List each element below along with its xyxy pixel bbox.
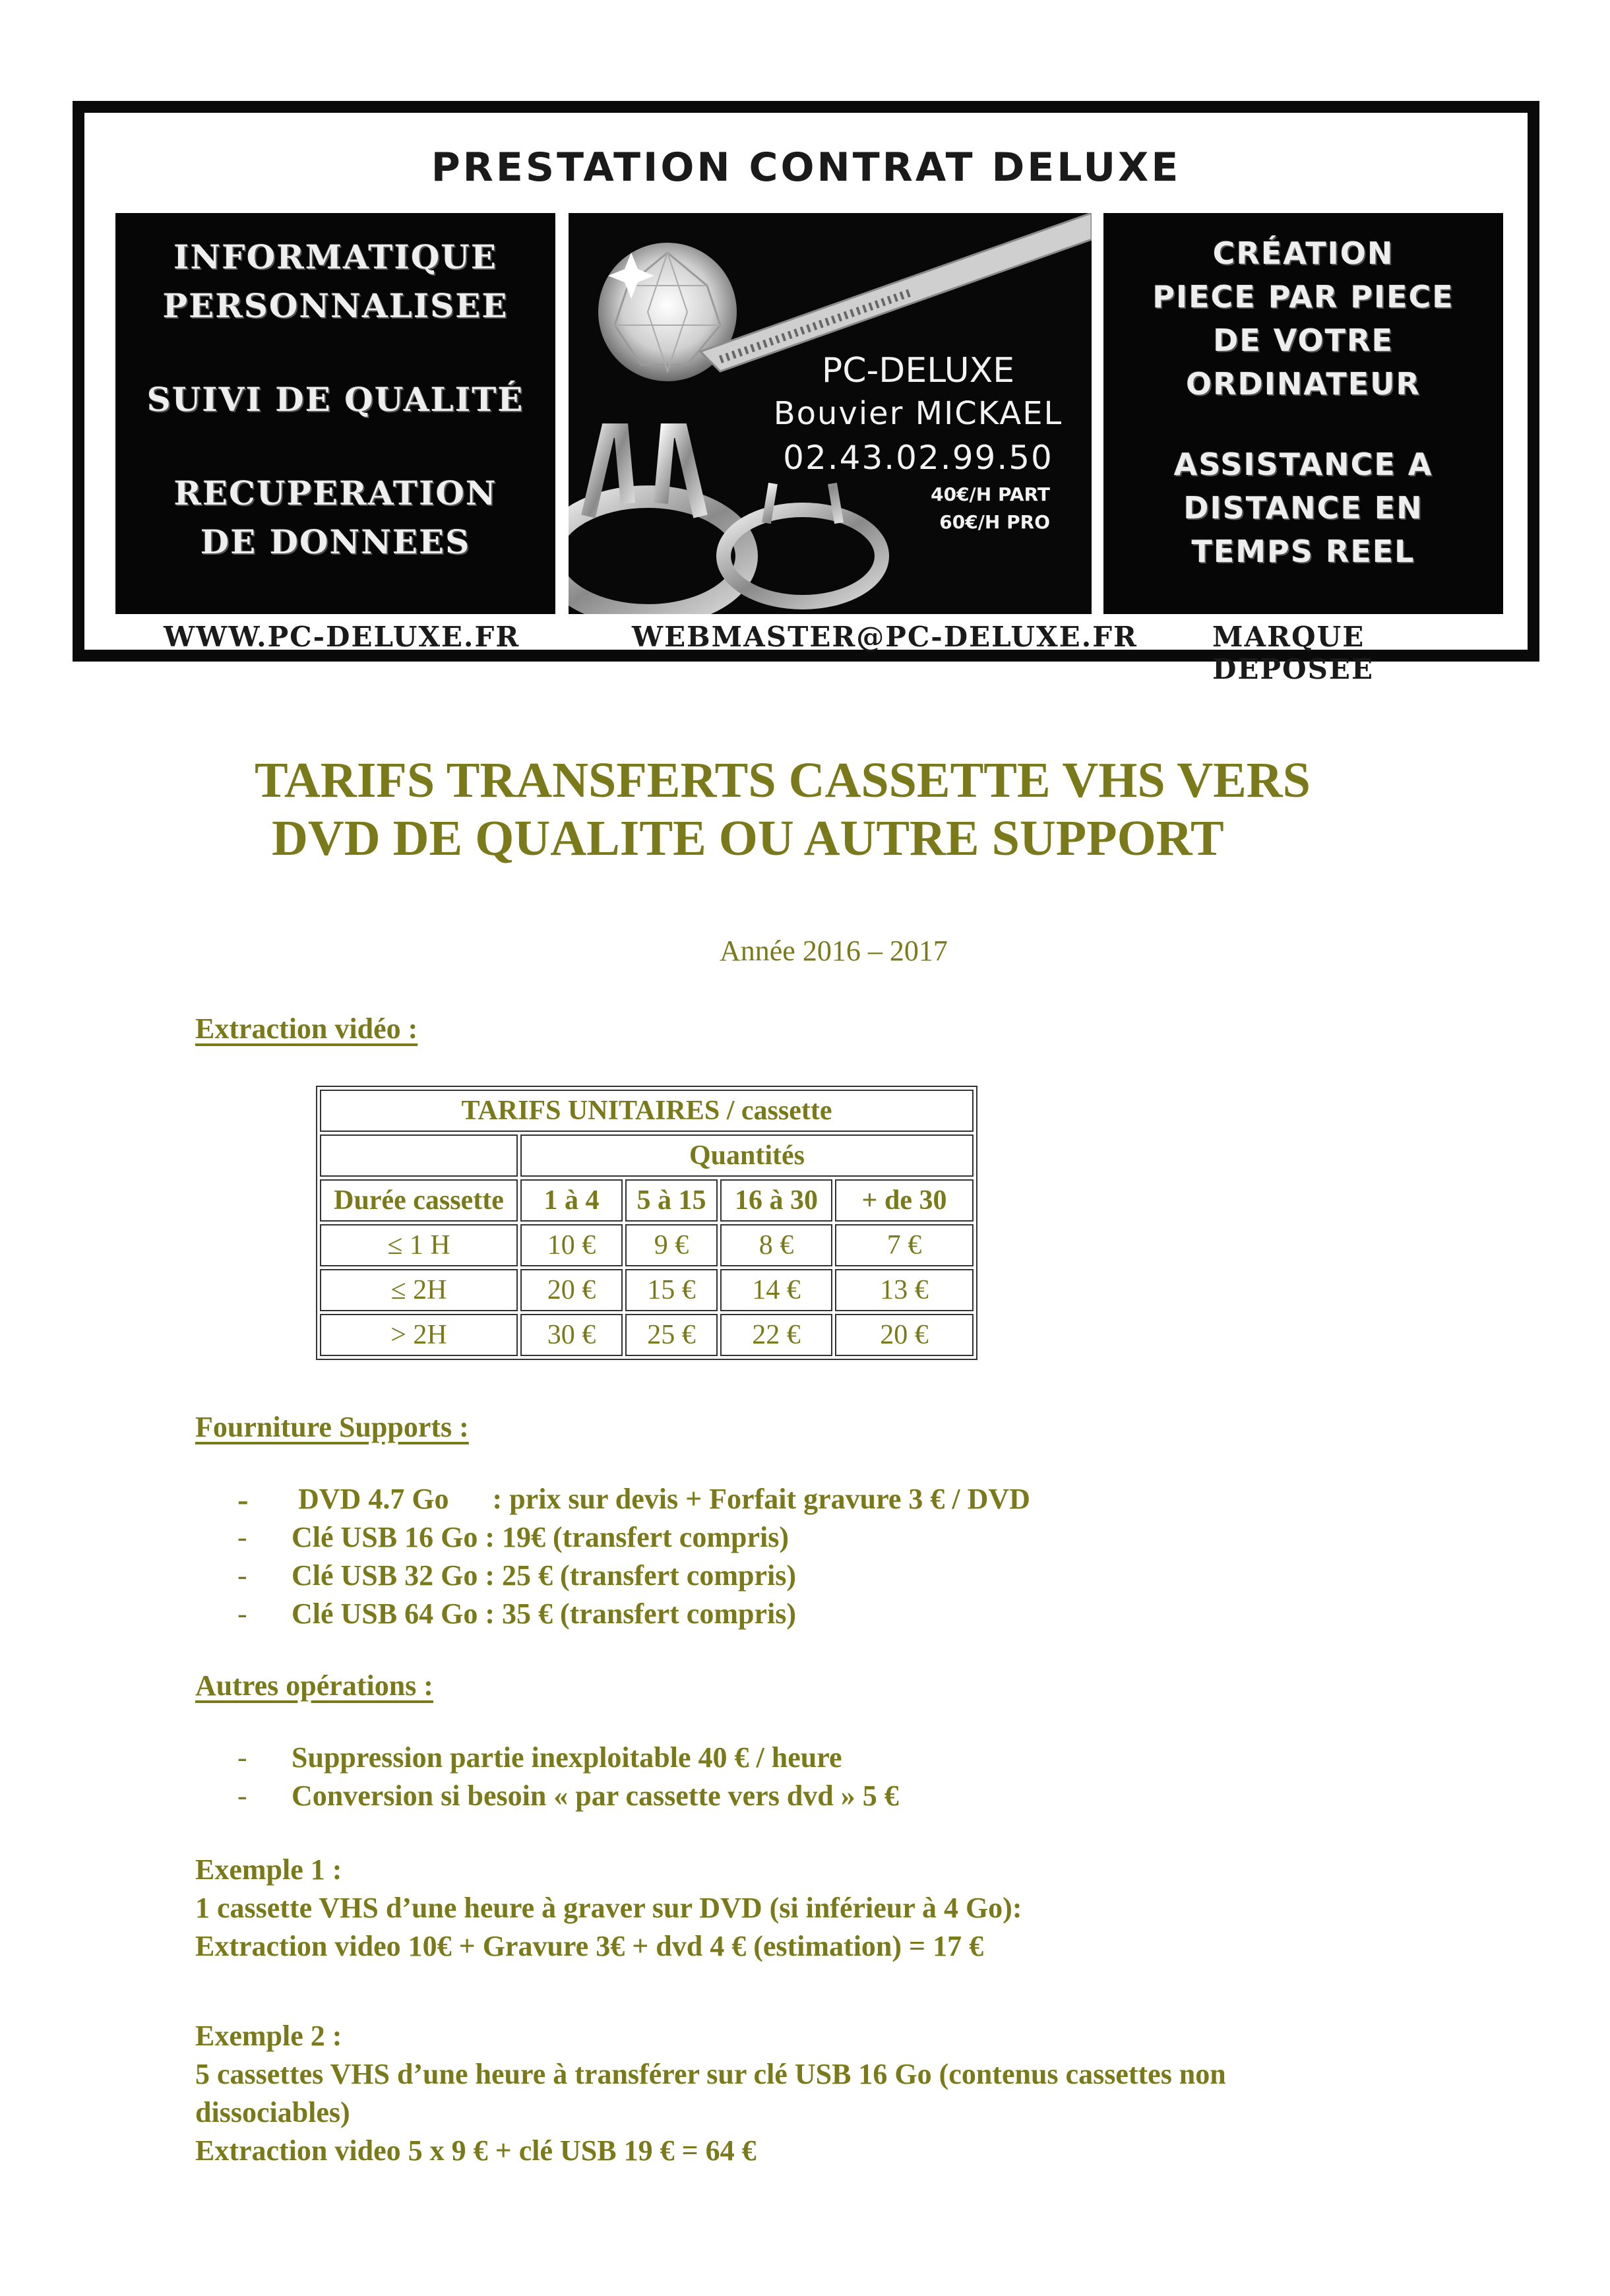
table-cell-price: 25 €	[625, 1314, 718, 1356]
table-cell-price: 8 €	[720, 1224, 832, 1266]
example-1	[195, 1851, 1022, 1966]
phone-number: 02.43.02.99.50	[783, 439, 1053, 477]
tweezers-icon	[700, 213, 1092, 371]
left-panel-line: PERSONNALISEE	[162, 286, 509, 325]
table-header-cell: 5 à 15	[625, 1179, 718, 1222]
list-item-text: Suppression partie inexploitable 40 € / heure	[292, 1741, 842, 1774]
table-cell-duration: ≤ 1 H	[320, 1224, 518, 1266]
price-table	[317, 1087, 976, 1359]
example-line: 5 cassettes VHS d’une heure à transférer sur clé USB 16 Go (contenus cassettes non	[195, 2058, 1226, 2090]
rate-pro: 60€/H PRO	[939, 511, 1050, 533]
table-caption: TARIFS UNITAIRES / cassette	[320, 1090, 974, 1132]
table-cell-price: 7 €	[835, 1224, 974, 1266]
example-title: Exemple 1 :	[195, 1853, 342, 1886]
example-line: dissociables)	[195, 2096, 350, 2128]
table-header-cell: 1 à 4	[520, 1179, 623, 1222]
table-cell-price: 14 €	[720, 1269, 832, 1311]
example-title: Exemple 2 :	[195, 2020, 342, 2052]
banner-title: PRESTATION CONTRAT DELUXE	[431, 144, 1181, 191]
banner-left-panel	[115, 213, 555, 614]
right-panel-line: CRÉATION	[1212, 235, 1394, 271]
section-heading-supports: Fourniture Supports :	[195, 1411, 469, 1443]
example-line: Extraction video 5 x 9 € + clé USB 19 € = 64 €	[195, 2134, 757, 2167]
table-cell-price: 20 €	[835, 1314, 974, 1356]
rate-part: 40€/H PART	[931, 483, 1050, 505]
table-row	[320, 1314, 974, 1356]
left-panel-line: INFORMATIQUE	[173, 237, 497, 276]
right-panel-line: ASSISTANCE A	[1173, 447, 1433, 482]
email-link[interactable]: WEBMASTER@PC-DELUXE.FR	[632, 621, 1138, 653]
right-panel-line: TEMPS REEL	[1191, 534, 1415, 569]
right-panel-line: DE VOTRE	[1213, 323, 1394, 358]
table-cell-price: 15 €	[625, 1269, 718, 1311]
list-item-text: Clé USB 16 Go : 19€ (transfert compris)	[292, 1521, 789, 1553]
example-2	[195, 2017, 1226, 2170]
table-cell-duration: > 2H	[320, 1314, 518, 1356]
table-header-cell: + de 30	[835, 1179, 974, 1222]
table-empty-cell	[320, 1134, 518, 1177]
list-item-text: Conversion si besoin « par cassette vers dvd » 5 €	[292, 1780, 899, 1812]
example-line: 1 cassette VHS d’une heure à graver sur DVD (si inférieur à 4 Go):	[195, 1892, 1022, 1924]
contact-person: Bouvier MICKAEL	[773, 395, 1063, 432]
banner-middle-panel	[569, 213, 1092, 614]
table-row	[320, 1224, 974, 1266]
left-panel-line: RECUPERATION	[173, 474, 497, 512]
banner-right-panel	[1103, 213, 1503, 614]
website-link[interactable]: WWW.PC-DELUXE.FR	[164, 621, 520, 653]
left-panel-line: SUIVI DE QUALITÉ	[146, 380, 524, 419]
document-title-line1: TARIFS TRANSFERTS CASSETTE VHS VERS	[255, 753, 1311, 808]
example-line: Extraction video 10€ + Gravure 3€ + dvd 4 € (estimation) = 17 €	[195, 1930, 984, 1962]
trademark-label: MARQUE DEPOSEE	[1212, 621, 1374, 685]
list-item-text: DVD 4.7 Go : prix sur devis + Forfait gravure 3 € / DVD	[298, 1483, 1030, 1515]
section-heading-autres: Autres opérations :	[195, 1669, 433, 1702]
table-cell-price: 10 €	[520, 1224, 623, 1266]
header-banner	[73, 101, 1539, 685]
table-quantities-header: Quantités	[520, 1134, 974, 1177]
left-panel-line: DE DONNEES	[200, 522, 471, 561]
list-item-text: Clé USB 32 Go : 25 € (transfert compris)	[292, 1559, 796, 1592]
table-cell-duration: ≤ 2H	[320, 1269, 518, 1311]
table-cell-price: 13 €	[835, 1269, 974, 1311]
table-row	[320, 1269, 974, 1311]
table-cell-price: 30 €	[520, 1314, 623, 1356]
table-header-cell: 16 à 30	[720, 1179, 832, 1222]
right-panel-line: DISTANCE EN	[1183, 490, 1423, 526]
table-cell-price: 9 €	[625, 1224, 718, 1266]
list-item-text: Clé USB 64 Go : 35 € (transfert compris)	[292, 1598, 796, 1630]
right-panel-line: ORDINATEUR	[1186, 366, 1421, 402]
company-name: PC-DELUXE	[821, 351, 1015, 390]
section-heading-extraction: Extraction vidéo :	[195, 1012, 418, 1045]
table-cell-price: 22 €	[720, 1314, 832, 1356]
right-panel-line: PIECE PAR PIECE	[1152, 279, 1454, 315]
table-header-duration: Durée cassette	[320, 1179, 518, 1222]
year-label: Année 2016 – 2017	[720, 935, 948, 967]
document-title-line2: DVD DE QUALITE OU AUTRE SUPPORT	[272, 811, 1224, 866]
table-cell-price: 20 €	[520, 1269, 623, 1311]
